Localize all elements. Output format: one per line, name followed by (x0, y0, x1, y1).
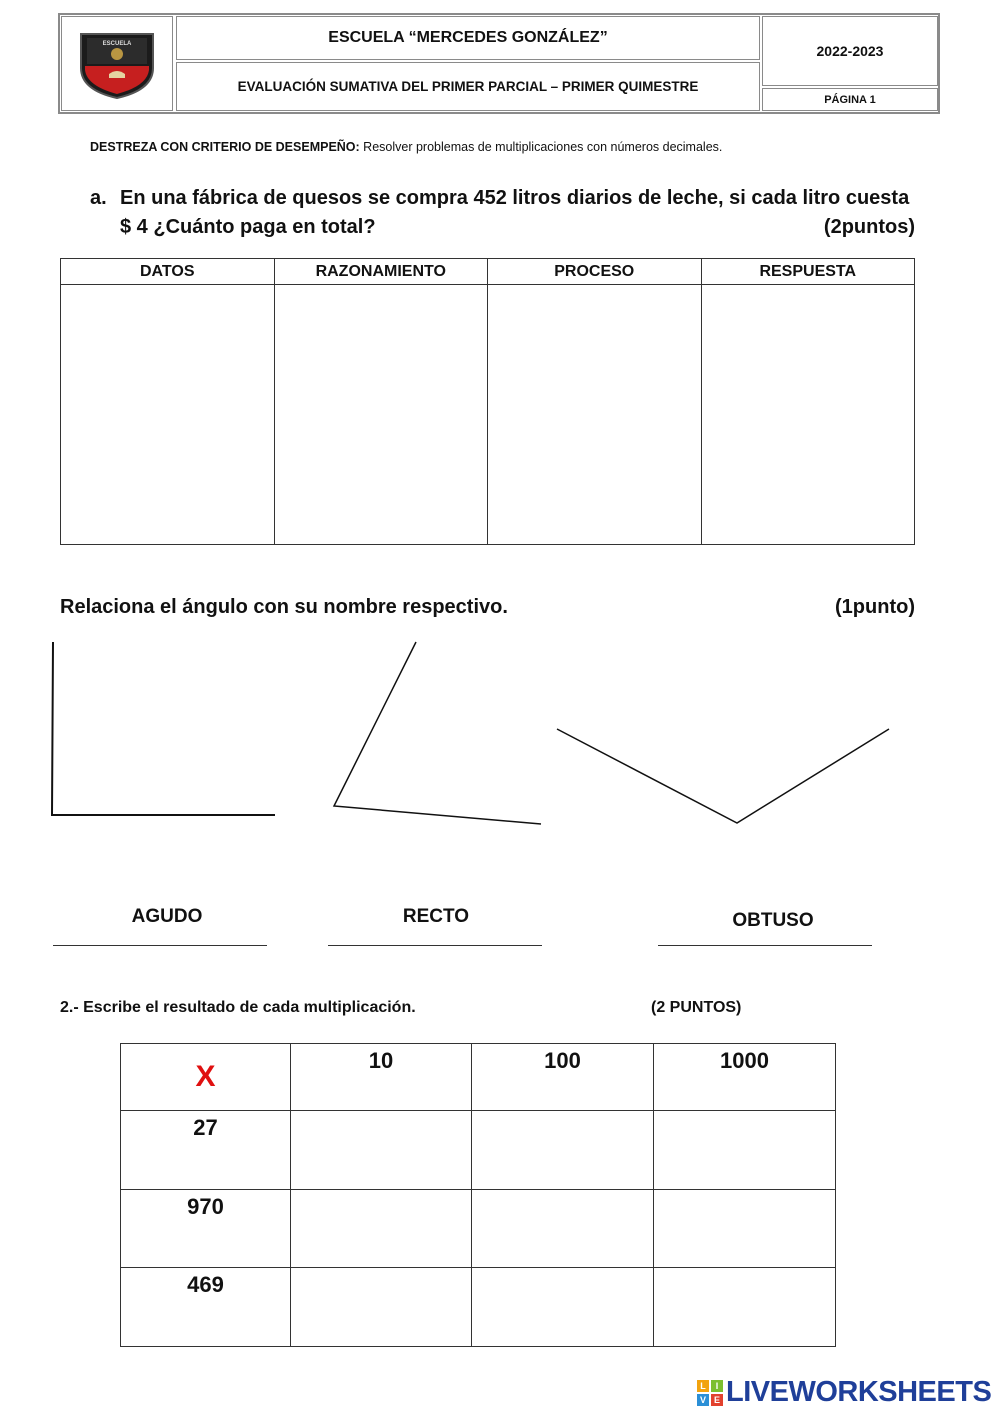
header-razonamiento: RAZONAMIENTO (274, 259, 488, 285)
datos-answer-cell[interactable] (61, 285, 275, 545)
razonamiento-answer-cell[interactable] (274, 285, 488, 545)
multiplication-table (120, 1043, 836, 1347)
angles-title: Relaciona el ángulo con su nombre respectivo. (60, 596, 508, 618)
brand-tile-i: I (711, 1380, 723, 1392)
angle-label-line-3 (658, 945, 872, 946)
brand-logo-icon (697, 1380, 723, 1406)
header-datos: DATOS (61, 259, 275, 285)
answer-cell-469x1000[interactable] (654, 1268, 836, 1347)
angle-label-obtuso[interactable]: OBTUSO (732, 910, 814, 931)
multiply-operator: X (121, 1044, 291, 1111)
question-2-points: (2 PUNTOS) (651, 999, 742, 1016)
school-name: ESCUELA “MERCEDES GONZÁLEZ” (176, 16, 760, 60)
respuesta-answer-cell[interactable] (701, 285, 915, 545)
exam-title: EVALUACIÓN SUMATIVA DEL PRIMER PARCIAL – PRIMER QUIMESTRE (176, 62, 760, 111)
skill-text: Resolver problemas de multiplicaciones con números decimales. (359, 140, 723, 154)
school-shield-logo (75, 28, 159, 100)
header-proceso: PROCESO (488, 259, 702, 285)
acute-angle-figure[interactable] (334, 642, 541, 824)
right-angle-figure[interactable] (52, 642, 275, 815)
answer-cell-970x100[interactable] (472, 1190, 654, 1268)
question-a-marker: a. (90, 187, 107, 209)
angle-label-line-1 (53, 945, 267, 946)
angle-label-agudo[interactable]: AGUDO (131, 906, 203, 927)
answer-cell-469x10[interactable] (291, 1268, 472, 1347)
answer-cell-970x1000[interactable] (654, 1190, 836, 1268)
column-header-10: 10 (291, 1044, 472, 1111)
row-header-27: 27 (121, 1111, 291, 1190)
column-header-100: 100 (472, 1044, 654, 1111)
page-number: PÁGINA 1 (762, 88, 938, 111)
row-header-469: 469 (121, 1268, 291, 1347)
question-a-line1: En una fábrica de quesos se compra 452 litros diarios de leche, si cada litro cuesta (120, 187, 910, 209)
brand-tile-e: E (711, 1394, 723, 1406)
question-a-points: (2puntos) (823, 216, 915, 238)
school-year: 2022-2023 (762, 16, 938, 86)
answer-cell-27x1000[interactable] (654, 1111, 836, 1190)
answer-cell-970x10[interactable] (291, 1190, 472, 1268)
question-2-title: 2.- Escribe el resultado de cada multiplicación. (60, 999, 416, 1016)
obtuse-angle-figure[interactable] (557, 729, 889, 823)
skill-label: DESTREZA CON CRITERIO DE DESEMPEÑO: (90, 140, 360, 154)
brand-tile-v: V (697, 1394, 709, 1406)
question-a-line2: $ 4 ¿Cuánto paga en total? (120, 216, 376, 238)
header-respuesta: RESPUESTA (701, 259, 915, 285)
answer-cell-469x100[interactable] (472, 1268, 654, 1347)
school-logo-cell (61, 16, 173, 111)
angles-points: (1punto) (835, 596, 915, 618)
skill-statement (90, 140, 722, 154)
brand-name: LIVEWORKSHEETS (726, 1376, 992, 1408)
angle-drawings (40, 630, 910, 840)
column-header-1000: 1000 (654, 1044, 836, 1111)
angle-label-line-2 (328, 945, 542, 946)
logo-text: ESCUELA (102, 40, 132, 47)
problem-solving-table (60, 258, 915, 545)
brand-tile-l: L (697, 1380, 709, 1392)
liveworksheets-brand[interactable] (697, 1376, 991, 1409)
proceso-answer-cell[interactable] (488, 285, 702, 545)
angles-instruction (60, 596, 915, 619)
answer-cell-27x10[interactable] (291, 1111, 472, 1190)
answer-cell-27x100[interactable] (472, 1111, 654, 1190)
row-header-970: 970 (121, 1190, 291, 1268)
angle-label-recto[interactable]: RECTO (402, 906, 470, 927)
